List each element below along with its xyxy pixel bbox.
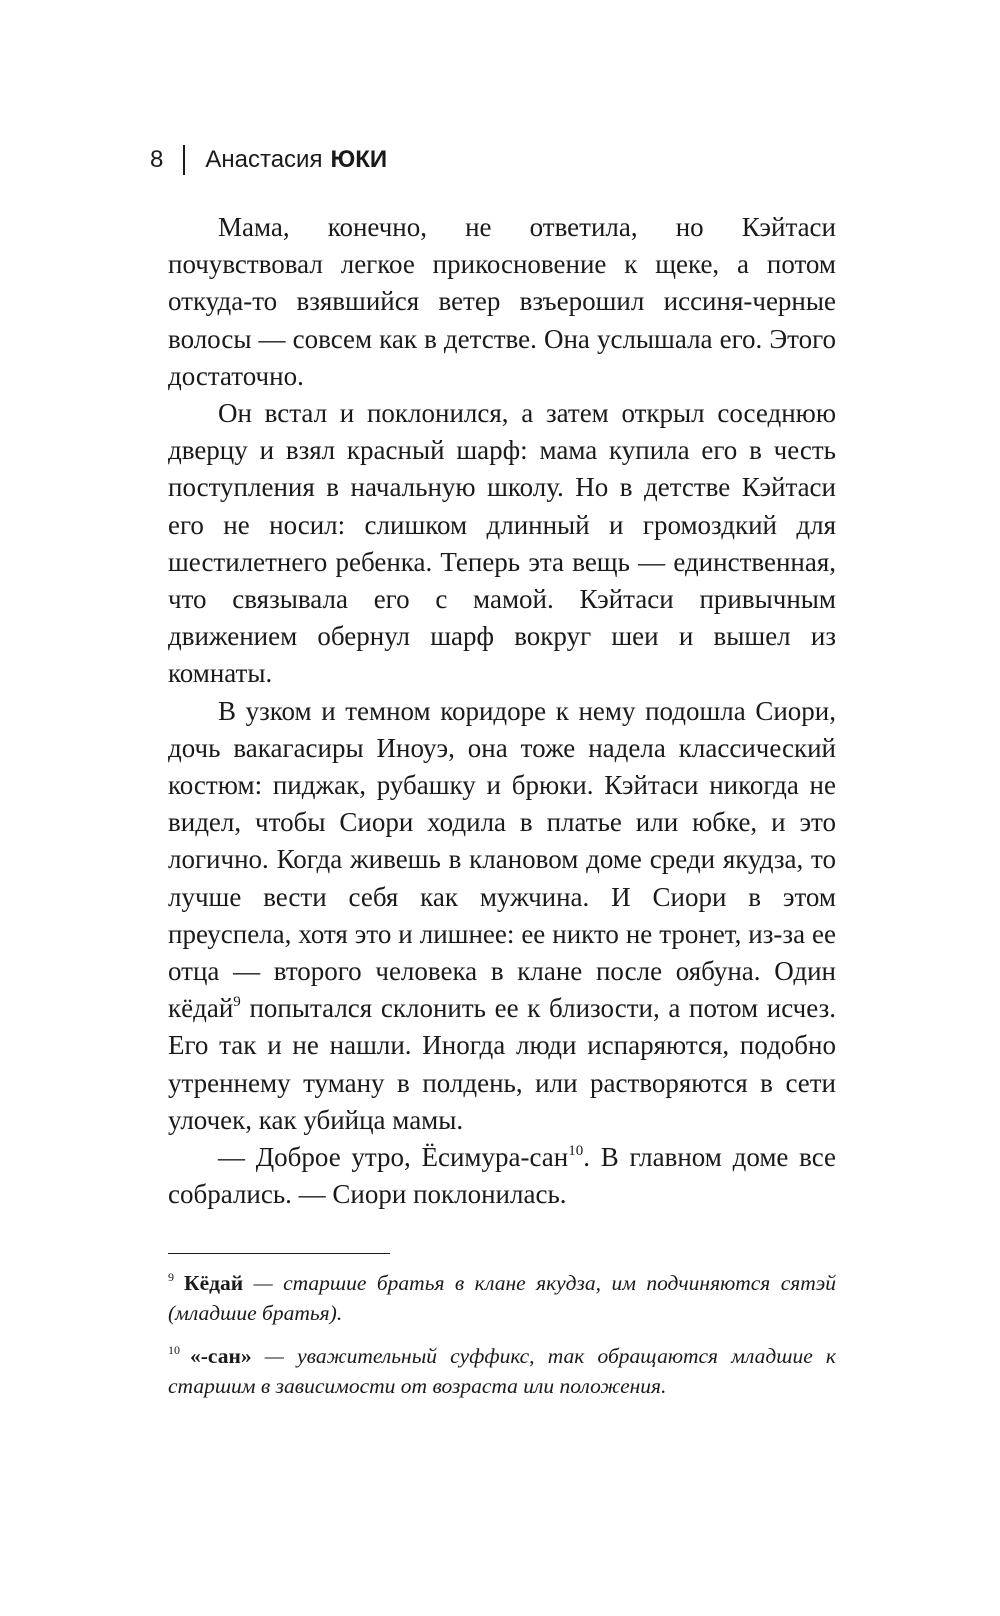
footnote-reference: 10 (568, 1143, 584, 1160)
footnote-reference: 9 (233, 994, 241, 1011)
footnote-term: «-сан» (190, 1344, 252, 1368)
paragraph-text: — Доброе утро, Ёсимура-сан (218, 1142, 569, 1173)
header-divider (183, 145, 185, 175)
paragraph-text: . В главном доме все собрались. — Сиори поклонилась. (168, 1142, 836, 1210)
footnote-definition: — старшие братья в клане якудза, им подчиняются сятэй (младшие братья). (168, 1271, 836, 1325)
footnote-number: 10 (168, 1343, 180, 1357)
footnote (168, 1268, 836, 1328)
footnote-term: Кёдай (184, 1271, 244, 1295)
footnote-definition: — уважительный суффикс, так обращаются младшие к старшим в зависимости от возраста или положения. (168, 1344, 836, 1398)
footnote-number: 9 (168, 1270, 174, 1284)
running-header (150, 140, 387, 180)
paragraph-text: попытался склонить ее к близости, а потом исчез. Его так и не нашли. Иногда люди испаряются, подобно утреннему туману в полдень, или растворяются в сети улочек, как убийца мамы. (168, 993, 836, 1135)
paragraph: Он встал и поклонился, а затем открыл соседнюю дверцу и взял красный шарф: мама купила его в честь поступления в начальную школу. Но в детстве Кэйтаси его не носил: слишком длинный и громоздкий для шестилетнего ребенка. Теперь эта вещь — единственная, что связывала его с мамой. Кэйтаси привычным движением обернул шарф вокруг шеи и вышел из комнаты. (168, 398, 836, 689)
footnotes (168, 1268, 836, 1414)
paragraph-text: В узком и темном коридоре к нему подошла Сиори, дочь вакагасиры Иноуэ, она тоже надела классический костюм: пиджак, рубашку и брюки. Кэйтаси никогда не видел, чтобы Сиори ходила в платье или юбке, и это логично. Когда живешь в клановом доме среди якудза, то лучше вести себя как мужчина. И Сиори в этом преуспела, хотя это и лишнее: ее никто не тронет, из-за ее отца — второго человека в клане после оябуна. Один кёдай (168, 695, 836, 1024)
page-number: 8 (150, 146, 164, 173)
footnote-separator (168, 1253, 390, 1254)
main-text (168, 209, 836, 1213)
paragraph (168, 693, 836, 1139)
paragraph: Мама, конечно, не ответила, но Кэйтаси почувствовал легкое прикосновение к щеке, а потом откуда-то взявшийся ветер взъерошил иссиня-черные волосы — совсем как в детстве. Она услышала его. Этого достаточно. (168, 212, 836, 391)
author-last-name: ЮКИ (330, 146, 388, 173)
footnote (168, 1341, 836, 1401)
paragraph (168, 1139, 836, 1213)
author-first-name: Анастасия (205, 146, 323, 173)
